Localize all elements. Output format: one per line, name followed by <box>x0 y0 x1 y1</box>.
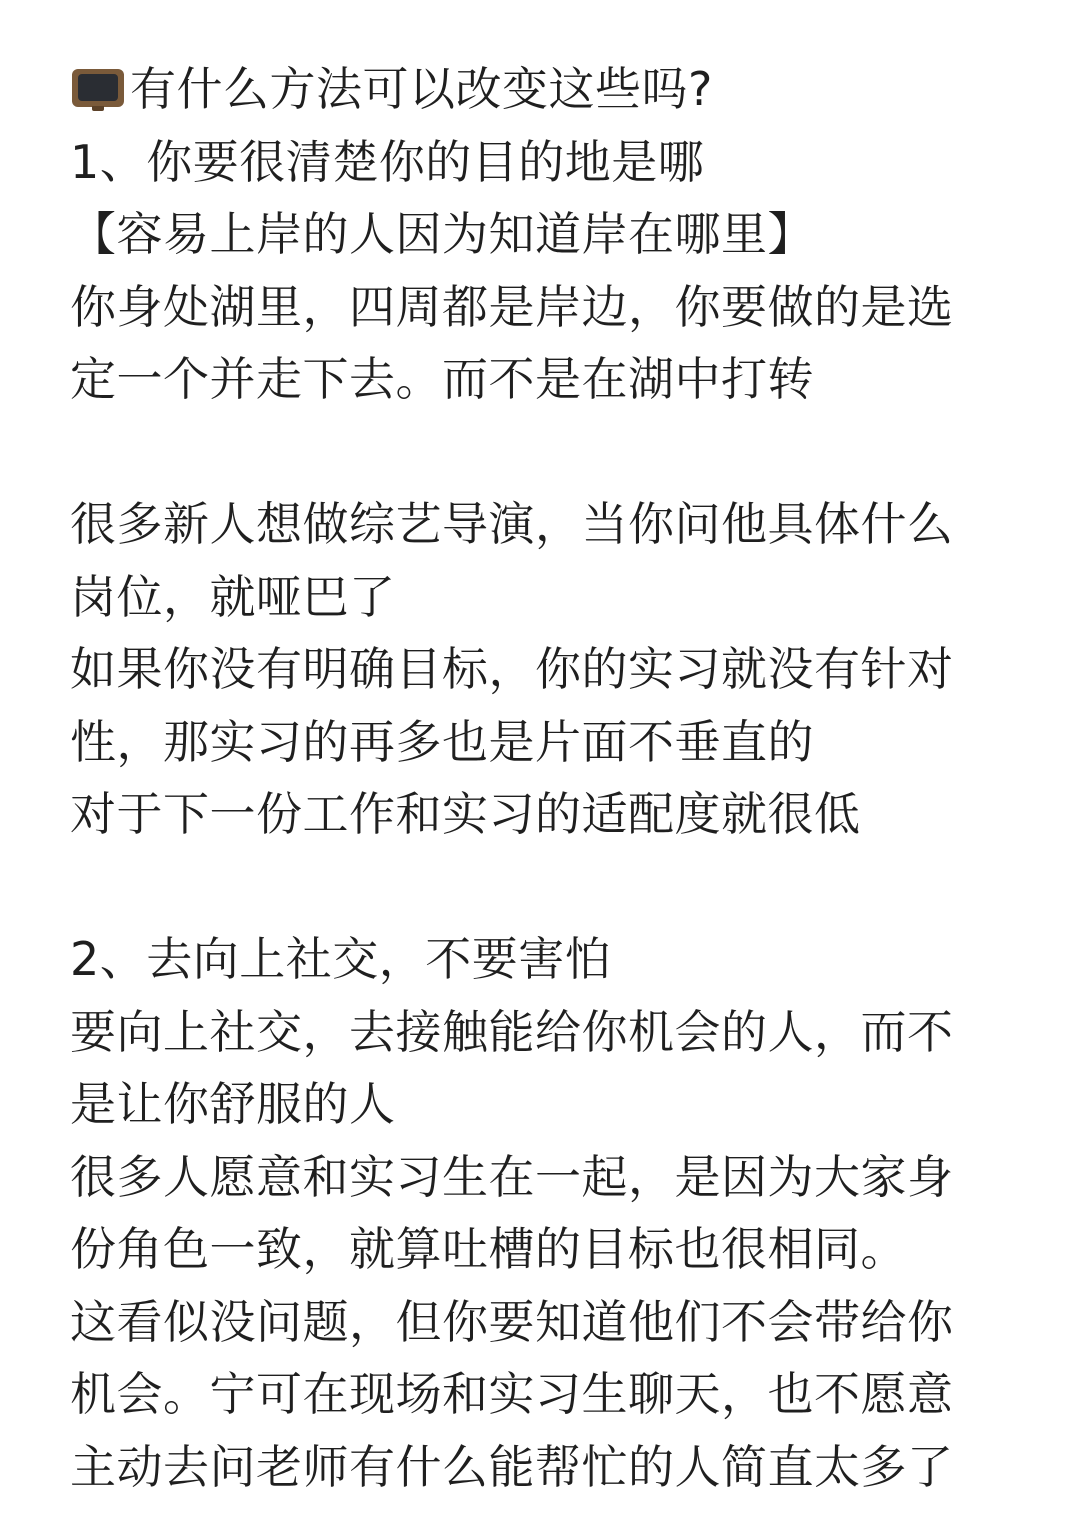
paragraph-line: 对于下一份工作和实习的适配度就很低 <box>70 787 861 841</box>
heading-text: 有什么方法可以改变这些吗? <box>130 62 713 116</box>
paragraph-line: 份角色一致，就算吐槽的目标也很相同。 <box>70 1222 907 1276</box>
paragraph-line: 要向上社交，去接触能给你机会的人，而不 <box>70 1004 954 1059</box>
point-2-title: 2、去向上社交，不要害怕 <box>70 932 612 986</box>
paragraph-line: 岗位，就哑巴了 <box>70 569 396 624</box>
paragraph-line: 性，那实习的再多也是片面不垂直的 <box>70 714 814 769</box>
paragraph-line: 如果你没有明确目标，你的实习就没有针对 <box>70 642 954 696</box>
television-icon <box>70 65 126 111</box>
paragraph-line: 定一个并走下去。而不是在湖中打转 <box>70 352 814 406</box>
blank-line <box>70 851 1030 924</box>
paragraph-line: 很多新人想做综艺导演，当你问他具体什么 <box>70 497 954 551</box>
blank-line <box>70 416 1030 489</box>
point-1-subtitle: 【容易上岸的人因为知道岸在哪里】 <box>70 207 814 261</box>
paragraph-line: 是让你舒服的人 <box>70 1077 396 1131</box>
paragraph-line: 你身处湖里，四周都是岸边，你要做的是选 <box>70 279 954 334</box>
point-1-title: 1、你要很清楚你的目的地是哪 <box>70 134 705 189</box>
note-body <box>70 53 1030 1503</box>
paragraph-line: 机会。宁可在现场和实习生聊天，也不愿意 <box>70 1367 954 1421</box>
paragraph-line: 主动去问老师有什么能帮忙的人简直太多了 <box>70 1439 954 1494</box>
heading-line <box>70 53 1030 126</box>
paragraph-line: 这看似没问题，但你要知道他们不会带给你 <box>70 1294 954 1349</box>
paragraph-line: 很多人愿意和实习生在一起，是因为大家身 <box>70 1149 954 1204</box>
